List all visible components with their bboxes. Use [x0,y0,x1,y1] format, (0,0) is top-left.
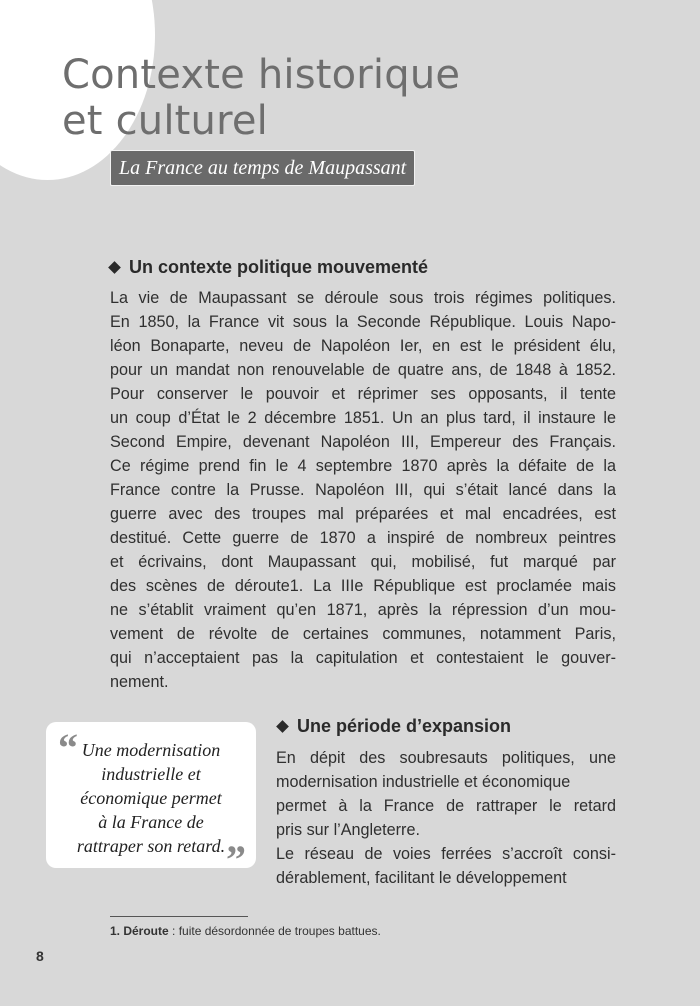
quote-line: à la France de [98,812,204,832]
page-number: 8 [36,948,44,964]
text-line: Ce régime prend fin le 4 septembre 1870 après la défaite de la [110,457,616,475]
page-title [62,52,460,144]
quote-line: rattraper son retard. [76,836,226,856]
pull-quote-text [46,738,256,858]
text-line: destitué. Cette guerre de 1870 a inspiré de nombreux peintres [110,529,616,547]
text-line: guerre avec des troupes mal préparées et mal encadrées, est [110,505,616,523]
diamond-bullet-icon [276,720,289,733]
text-line: qui n’acceptaient pas la capitulation et contestaient le gouver- [110,649,616,667]
paragraph-expansion [276,746,616,890]
text-line: vement de révolte de certaines communes, notamment Paris, [110,625,616,643]
quote-line: économique permet [80,788,222,808]
page-title-line-1: Contexte historique [62,52,461,98]
text-line: Le réseau de voies ferrées s’accroît consi- [276,845,616,863]
text-line: dérablement, facilitant le développement [276,869,567,887]
text-line: Second Empire, devenant Napoléon III, Empereur des Français. [110,433,616,451]
open-quote-icon: “ [58,725,78,770]
section-heading-text: Un contexte politique mouvementé [129,257,429,277]
text-line: nement. [110,673,169,691]
text-line: léon Bonaparte, neveu de Napoléon Ier, en est le président élu, [110,337,616,355]
section-heading-politique [106,257,428,278]
pull-quote [46,722,256,882]
text-line: permet à la France de rattraper le retard [276,797,616,815]
subtitle-banner [110,150,415,186]
text-line: un coup d’État le 2 décembre 1851. Un an plus tard, il instaure le [110,409,616,427]
text-line: ne s’établit vraiment qu’en 1871, après la répression d’un mou- [110,601,616,619]
quote-line: Une modernisation [81,740,221,760]
text-line: des scènes de déroute1. La IIIe République est proclamée mais [110,577,616,595]
footnote-definition: : fuite désordonnée de troupes battues. [168,924,381,938]
text-line: France contre la Prusse. Napoléon III, qui s’était lancé dans la [110,481,616,499]
footnote-divider [110,916,248,917]
text-line: pour un mandat non renouvelable de quatre ans, de 1848 à 1852. [110,361,616,379]
text-line: La vie de Maupassant se déroule sous trois régimes politiques. [110,289,616,307]
subtitle-text: La France au temps de Maupassant [119,156,407,179]
footnote-term: 1. Déroute [110,924,169,938]
quote-line: industrielle et [101,764,201,784]
text-line: et écrivains, dont Maupassant qui, mobilisé, fut marqué par [110,553,616,571]
text-line: En dépit des soubresauts politiques, une [276,749,616,767]
section-heading-text: Une période d’expansion [297,716,512,736]
text-line: En 1850, la France vit sous la Seconde République. Louis Napo- [110,313,616,331]
diamond-bullet-icon [108,261,121,274]
paragraph-contexte-politique [110,286,616,694]
close-quote-icon: ” [226,837,246,882]
page-title-line-2: et culturel [62,98,268,144]
footnote [110,924,381,938]
text-line: Pour conserver le pouvoir et réprimer ses opposants, il tente [110,385,616,403]
section-heading-expansion [274,716,511,737]
text-line: modernisation industrielle et économique [276,773,571,791]
text-line: pris sur l’Angleterre. [276,821,420,839]
